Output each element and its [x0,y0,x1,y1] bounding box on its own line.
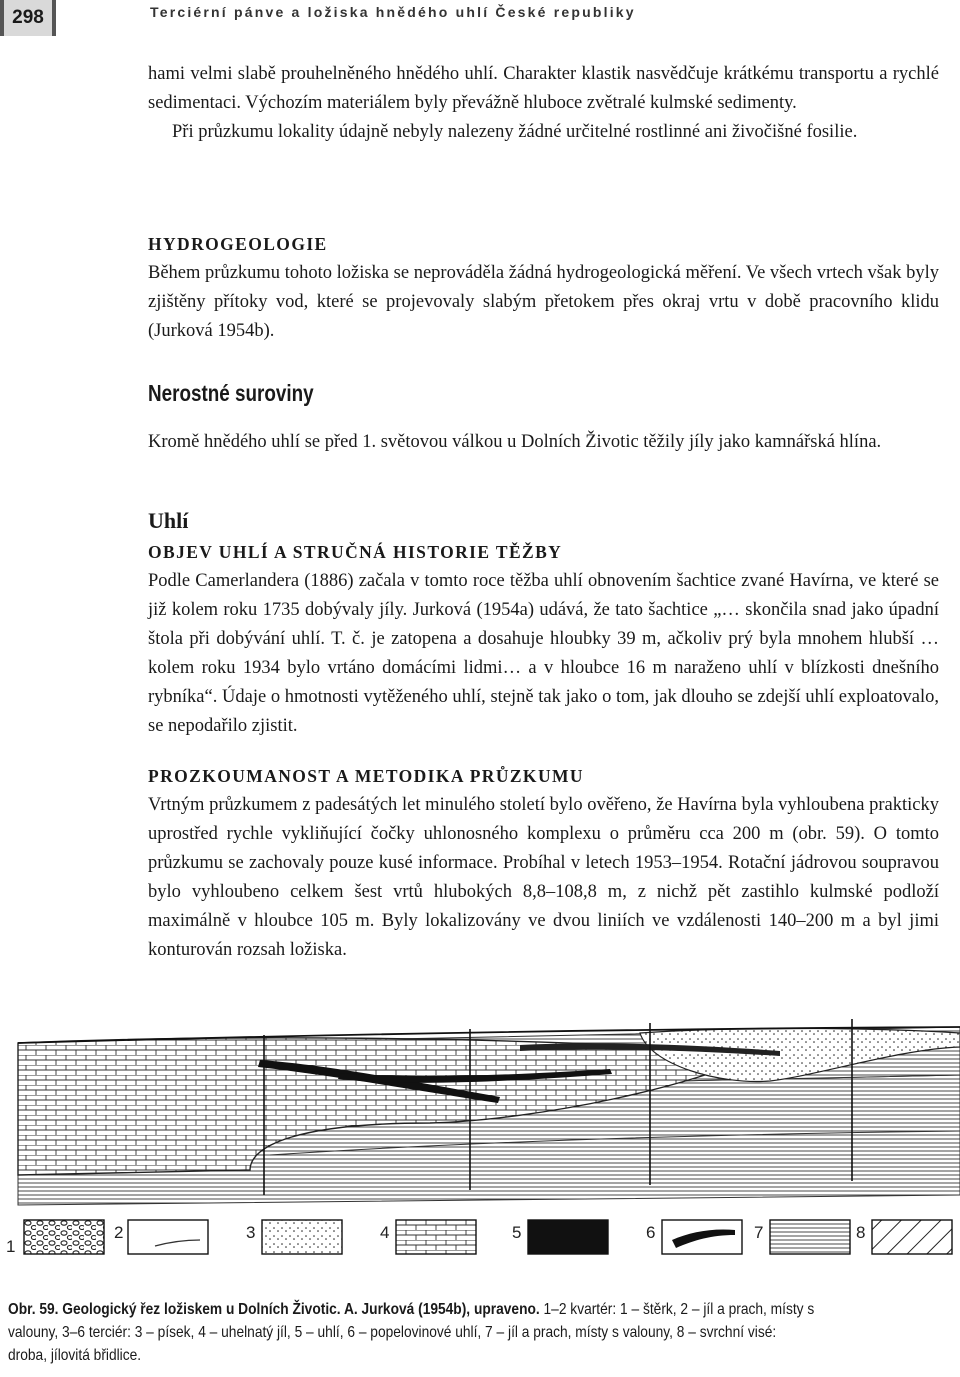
geological-section-figure [0,1005,960,1270]
uhli-heading: Uhlí [148,508,189,533]
uhli-subheading: OBJEV UHLÍ A STRUČNÁ HISTORIE TĚŽBY [148,542,563,562]
hydrogeology-heading: HYDROGEOLOGIE [148,234,328,254]
legend-1-gravel [24,1220,104,1254]
legend-number-5: 5 [512,1223,522,1242]
hydrogeology-section [148,230,939,346]
legend-number-2: 2 [114,1223,124,1242]
legend-number-7: 7 [754,1223,764,1242]
legend-number-4: 4 [380,1223,390,1242]
intro-section [148,60,939,147]
hydrogeology-paragraph: Během průzkumu tohoto ložiska se neprováděla žádná hydrogeologická měření. Ve všech vrtech však byly zjištěny přítoky vod, které se projevovaly slabým přetokem přes okraj vrtu v době pracovního klidu (Jurková 1954b). [148,263,939,341]
nerost-paragraph: Kromě hnědého uhlí se před 1. světovou válkou u Dolních Životic těžily jíly jako kamnářská hlína. [148,432,882,452]
figure-caption [8,1298,816,1367]
nerost-section [148,428,939,457]
page-number: 298 [0,0,56,36]
uhli-section [148,538,939,741]
legend-number-8: 8 [856,1223,866,1242]
legend-number-1: 1 [6,1237,16,1256]
legend-number-3: 3 [246,1223,256,1242]
uhli-paragraph: Podle Camerlandera (1886) začala v tomto roce těžba uhlí obnovením šachtice zvané Havírna, ve které se již kolem roku 1735 dobývaly jíly. Jurková (1954a) udává, že tato šachtice „… skončila snad jako úpadní štola při dobývání uhlí. T. č. je zatopena a dosahuje hloubky 39 m, ačkoliv prý byla mnohem hlubší … kolem roku 1934 bylo vrtáno domácími lidmi… a v hloubce 16 m naraženo uhlí v blízkosti dnešního rybníka“. Údaje o hmotnosti vytěženého uhlí, stejně tak jako o tom, jak dlouho se zdejší uhlí exploatovalo, se nepodařilo zjistit. [148,571,939,736]
intro-paragraph-2: Při průzkumu lokality údajně nebyly nalezeny žádné určitelné rostlinné ani živočišné fosilie. [172,122,858,142]
nerost-heading: Nerostné suroviny [148,380,314,406]
running-title: Terciérní pánve a ložiska hnědého uhlí České republiky [150,4,636,20]
figure-caption-title: Obr. 59. Geologický řez ložiskem u Dolních Životic. A. Jurková (1954b), upraveno. [8,1301,540,1318]
legend-number-6: 6 [646,1223,656,1242]
figure-caption-text: 1–2 kvartér: 1 – štěrk, 2 – jíl a prach, místy s valouny, 3–6 terciér: 3 – písek, 4 – uhelnatý jíl, 5 – uhlí, 6 – popelovinové uhlí, 7 – jíl a prach, místy s valouny, 8 – svrchní visé: droba, jílovitá břidlice. [8,1301,815,1364]
pruzkum-paragraph: Vrtným průzkumem z padesátých let minulého století bylo ověřeno, že Havírna byla vyhloubena prakticky uprostřed rychle vykliňující čočky uhlonosného komplexu o průměru cca 200 m (obr. 59). O tomto průzkumu se zachovaly pouze kusé informace. Probíhal v letech 1953–1954. Rotační jádrovou soupravou bylo vyhloubeno celkem šest vrtů hlubokých 8,8–108,8 m, z nichž pět zastihlo kulmské podloží maximálně v hloubce 105 m. Byly lokalizovány ve dvou liniích ve vzdálenosti 140–200 m a byl jimi konturován rozsah ložiska. [148,795,939,960]
uhli-heading-wrap [148,508,188,534]
intro-paragraph-1: hami velmi slabě prouhelněného hnědého uhlí. Charakter klastik nasvědčuje krátkému transportu a rychlé sedimentaci. Výchozím materiálem byly převážně hluboce zvětralé kulmské sedimenty. [148,64,939,113]
nerost-heading-wrap [148,380,350,407]
pruzkum-section [148,762,939,965]
pruzkum-heading: PROZKOUMANOST A METODIKA PRŮZKUMU [148,766,584,786]
